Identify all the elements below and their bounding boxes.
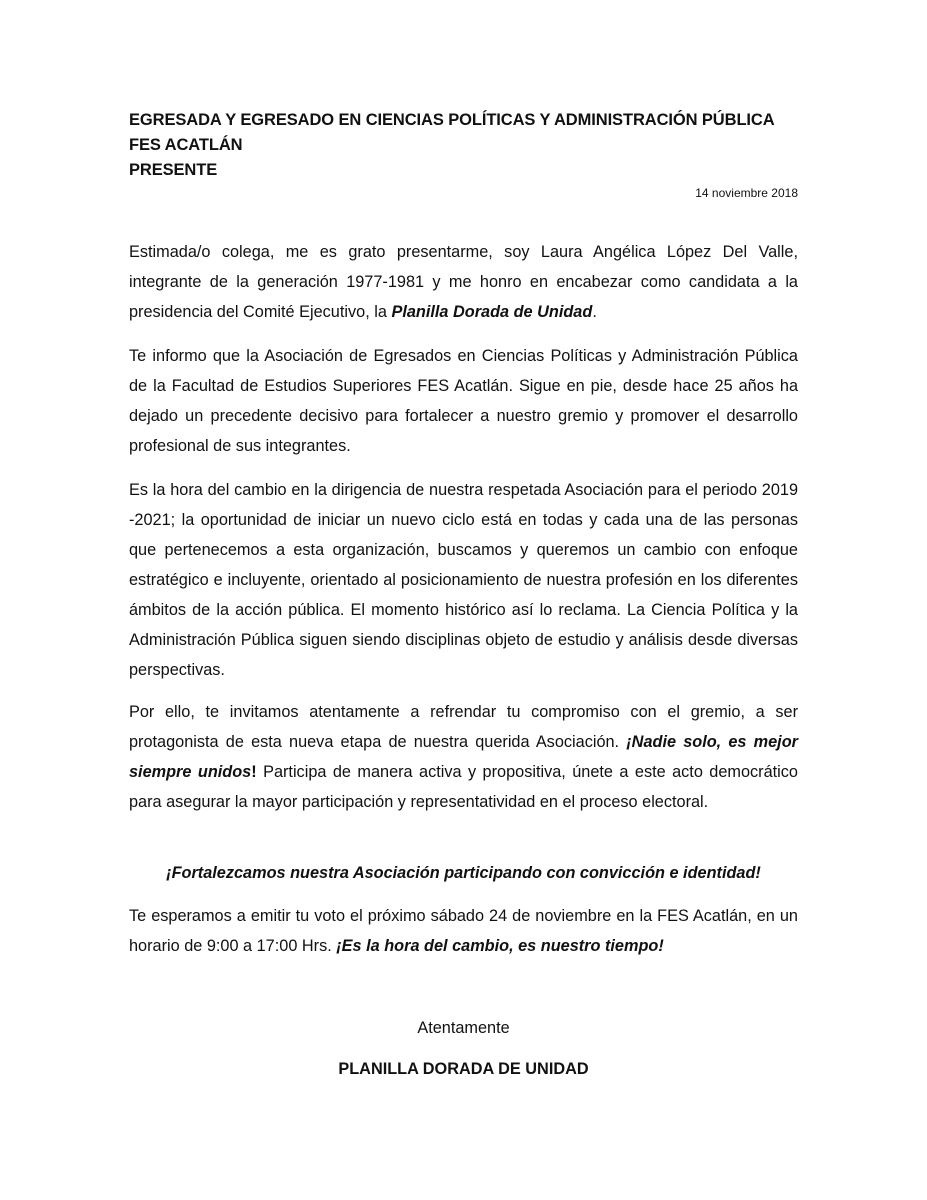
invitation-text: Por ello, te invitamos atentamente a refrendar tu compromiso con el gremio, a ser protagonista de esta nueva etapa de nuestra querida Asociación.	[129, 703, 798, 751]
letter-date: 14 noviembre 2018	[695, 186, 798, 200]
planilla-name-emphasis: Planilla Dorada de Unidad	[391, 303, 593, 321]
slogan: ¡Fortalezcamos nuestra Asociación participando con convicción e identidad!	[166, 864, 761, 882]
unity-motto-exclamation: !	[251, 763, 257, 781]
closing-salutation: Atentamente	[417, 1019, 510, 1037]
paragraph-association	[129, 341, 798, 461]
intro-period: .	[592, 303, 597, 321]
change-text: Es la hora del cambio en la dirigencia de nuestra respetada Asociación para el periodo 2019 -2021; la oportunidad de iniciar un nuevo ciclo está en todas y cada una de las personas que pertenecemos a esta organización, buscamos y queremos un cambio con enfoque estratégico e incluyente, orientado al posicionamiento de nuestra profesión en los diferentes ámbitos de la acción pública. El momento histórico así lo reclama. La Ciencia Política y la Administración Pública siguen siendo disciplinas objeto de estudio y análisis desde diversas perspectivas.	[129, 481, 798, 679]
heading-institution: FES ACATLÁN	[129, 136, 243, 154]
invitation-continuation: Participa de manera activa y propositiva, únete a este acto democrático para asegurar la mayor participación y representatividad en el proceso electoral.	[129, 763, 798, 811]
paragraph-introduction	[129, 237, 798, 327]
closing-motto-emphasis: ¡Es la hora del cambio, es nuestro tiempo!	[336, 937, 664, 955]
letter-heading	[129, 108, 775, 183]
intro-text: Estimada/o colega, me es grato presentarme, soy Laura Angélica López Del Valle, integrante de la generación 1977-1981 y me honro en encabezar como candidata a la presidencia del Comité Ejecutivo, la	[129, 243, 798, 321]
association-text: Te informo que la Asociación de Egresados en Ciencias Políticas y Administración Pública de la Facultad de Estudios Superiores FES Acatlán. Sigue en pie, desde hace 25 años ha dejado un precedente decisivo para fortalecer a nuestro gremio y promover el desarrollo profesional de sus integrantes.	[129, 347, 798, 455]
vote-text: Te esperamos a emitir tu voto el próximo sábado 24 de noviembre en la FES Acatlán, en un horario de 9:00 a 17:00 Hrs.	[129, 907, 798, 955]
heading-recipient: EGRESADA Y EGRESADO EN CIENCIAS POLÍTICAS Y ADMINISTRACIÓN PÚBLICA	[129, 111, 775, 129]
paragraph-invitation	[129, 697, 798, 817]
unity-motto-emphasis: ¡Nadie solo, es mejor siempre unidos	[129, 733, 798, 781]
paragraph-change	[129, 475, 798, 685]
signature: PLANILLA DORADA DE UNIDAD	[338, 1060, 589, 1078]
paragraph-vote	[129, 901, 798, 961]
heading-presente: PRESENTE	[129, 161, 218, 179]
